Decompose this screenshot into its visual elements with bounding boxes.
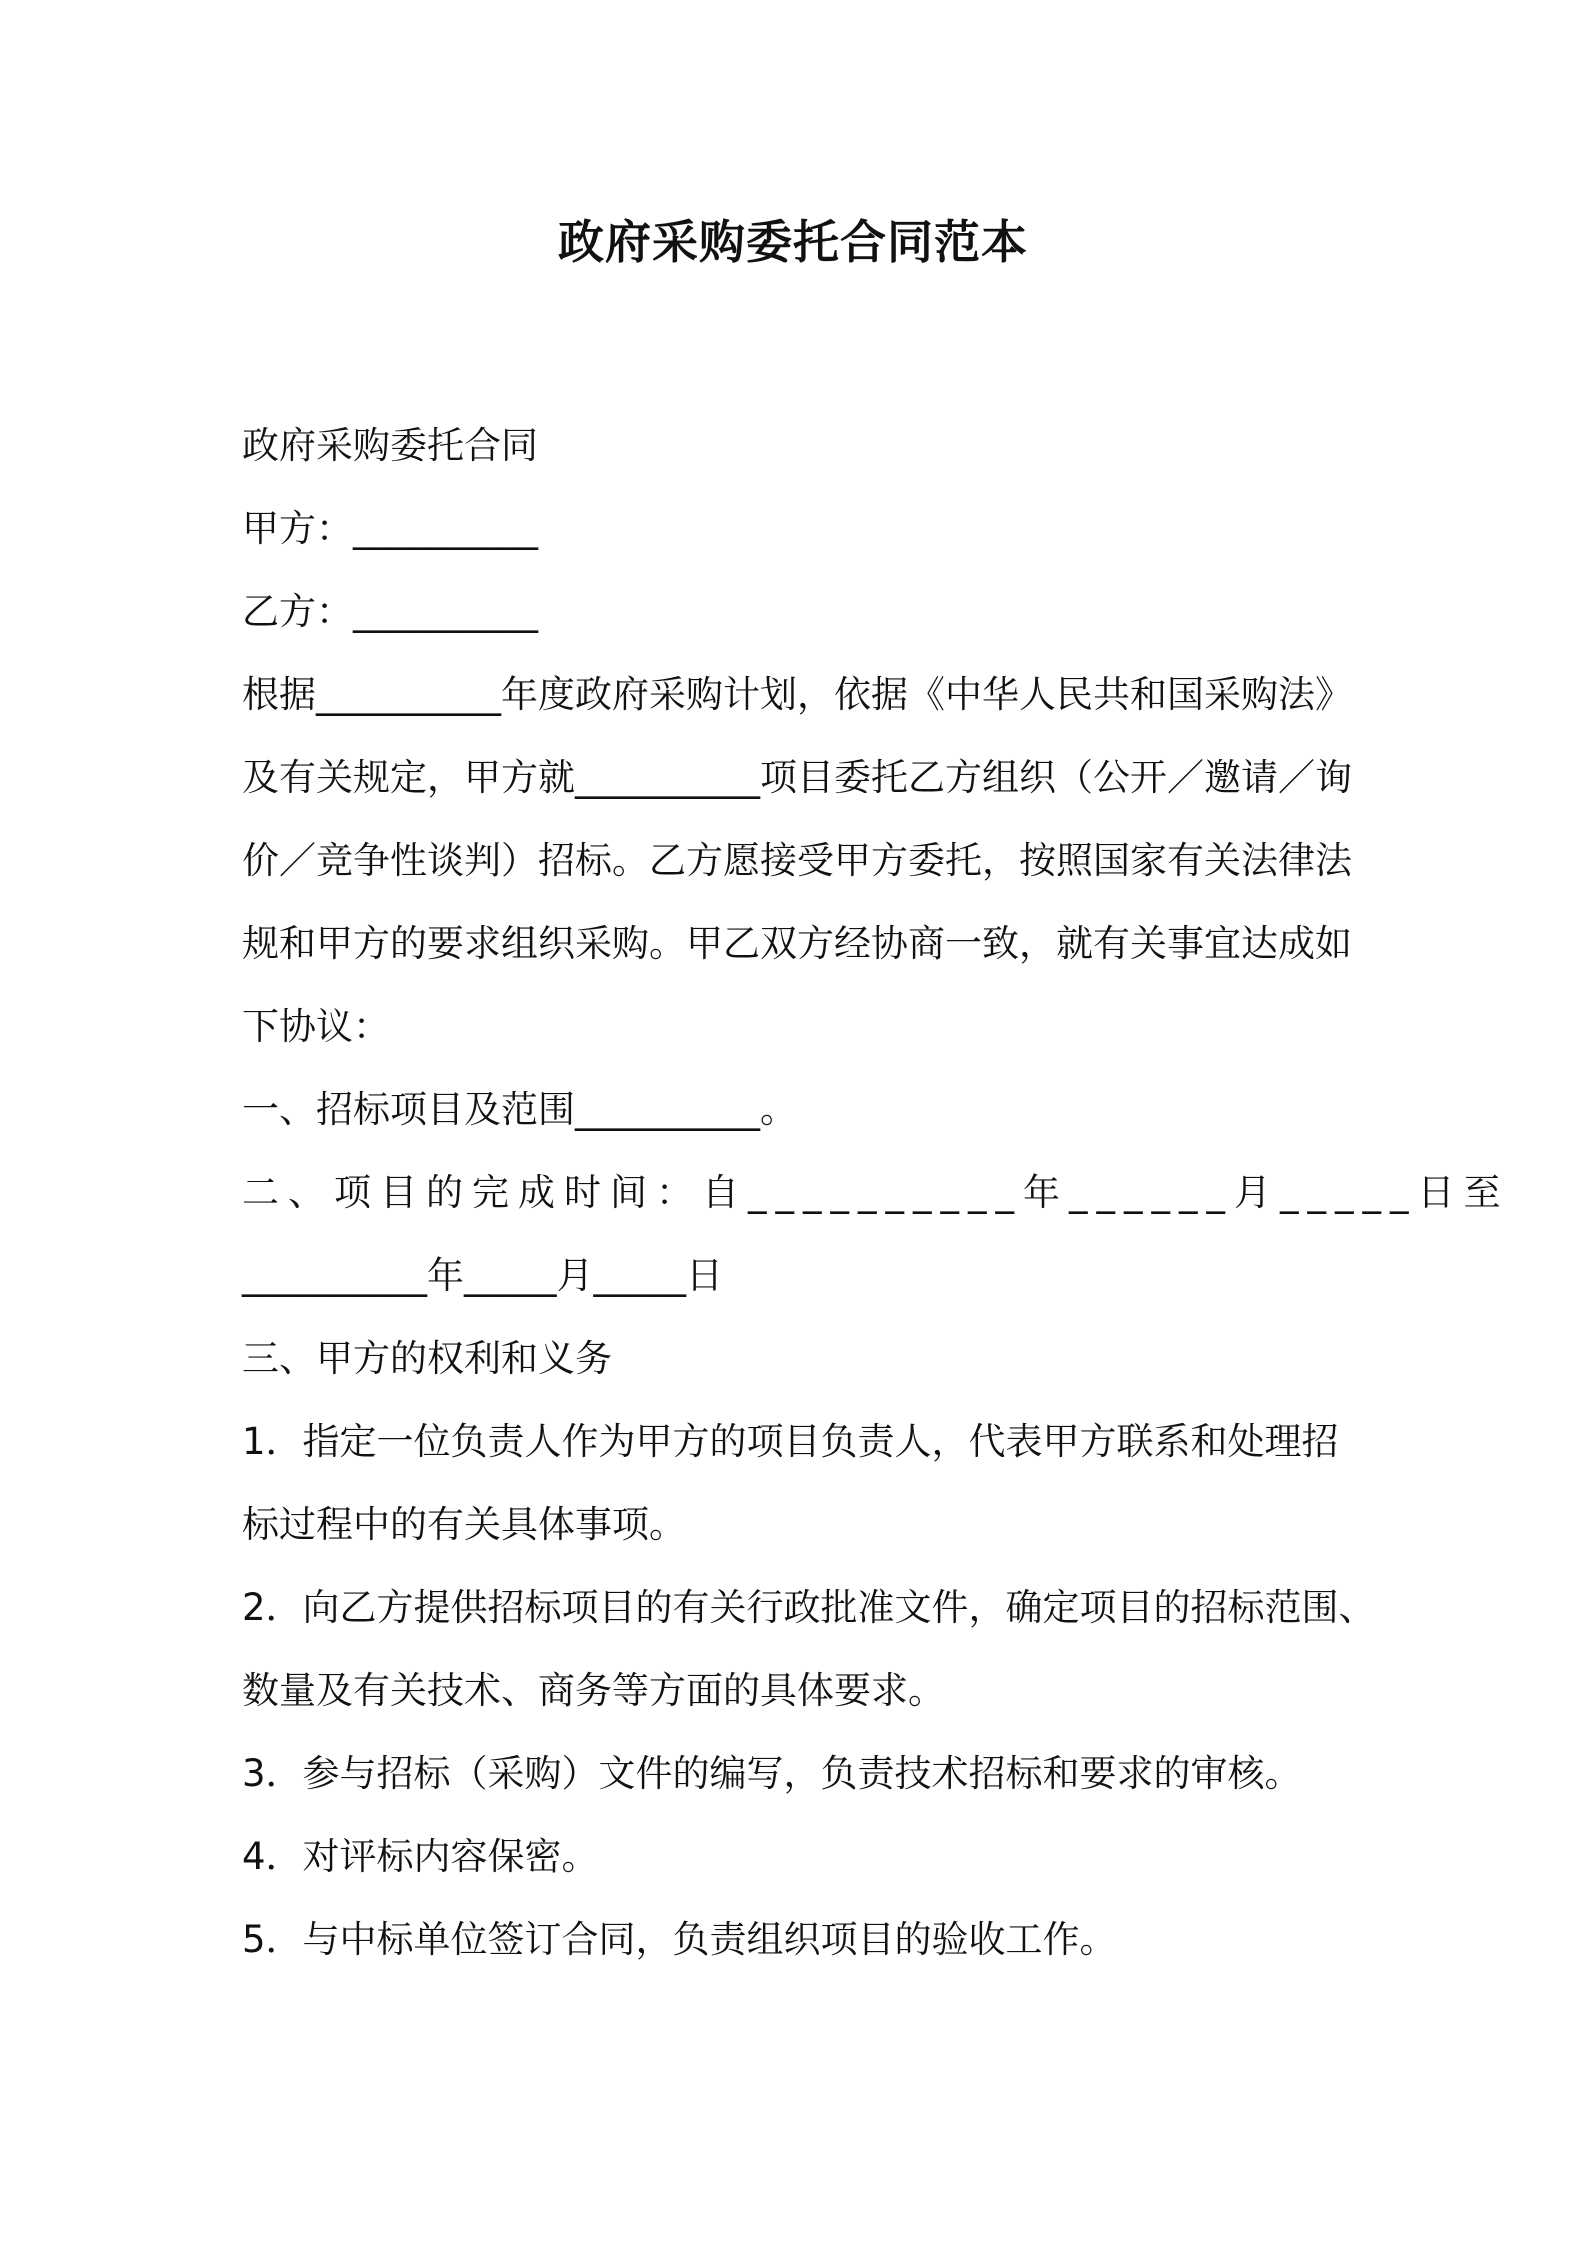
clause-2-timeframe-line-1: 二、项目的完成时间：自__________年______月_____日至 [242, 1171, 1510, 1214]
clause-3-heading: 三、甲方的权利和义务 [242, 1337, 612, 1380]
party-b-line: 乙方：__________ [242, 590, 538, 633]
item-1-line-1: 1．指定一位负责人作为甲方的项目负责人，代表甲方联系和处理招 [242, 1420, 1339, 1463]
preamble-line-2: 及有关规定，甲方就__________项目委托乙方组织（公开／邀请／询 [242, 756, 1352, 799]
item-5: 5．与中标单位签订合同，负责组织项目的验收工作。 [242, 1918, 1117, 1961]
item-1-line-2: 标过程中的有关具体事项。 [242, 1503, 686, 1546]
document-title: 政府采购委托合同范本 [558, 215, 1028, 269]
item-2-line-2: 数量及有关技术、商务等方面的具体要求。 [242, 1669, 945, 1712]
clause-2-timeframe-line-2: __________年_____月_____日 [242, 1254, 723, 1297]
document-body [242, 404, 1510, 1981]
party-a-line: 甲方：__________ [242, 507, 538, 550]
item-4: 4．对评标内容保密。 [242, 1835, 599, 1878]
item-2-line-1: 2．向乙方提供招标项目的有关行政批准文件，确定项目的招标范围、 [242, 1586, 1376, 1629]
preamble-line-1: 根据__________年度政府采购计划，依据《中华人民共和国采购法》 [242, 673, 1352, 716]
clause-1-scope: 一、招标项目及范围__________。 [242, 1088, 797, 1131]
contract-heading: 政府采购委托合同 [242, 424, 538, 467]
preamble-line-4: 规和甲方的要求组织采购。甲乙双方经协商一致，就有关事宜达成如 [242, 922, 1352, 965]
preamble-line-3: 价／竞争性谈判）招标。乙方愿接受甲方委托，按照国家有关法律法 [242, 839, 1352, 882]
preamble-line-5: 下协议： [242, 1005, 390, 1048]
item-3: 3．参与招标（采购）文件的编写，负责技术招标和要求的审核。 [242, 1752, 1302, 1795]
